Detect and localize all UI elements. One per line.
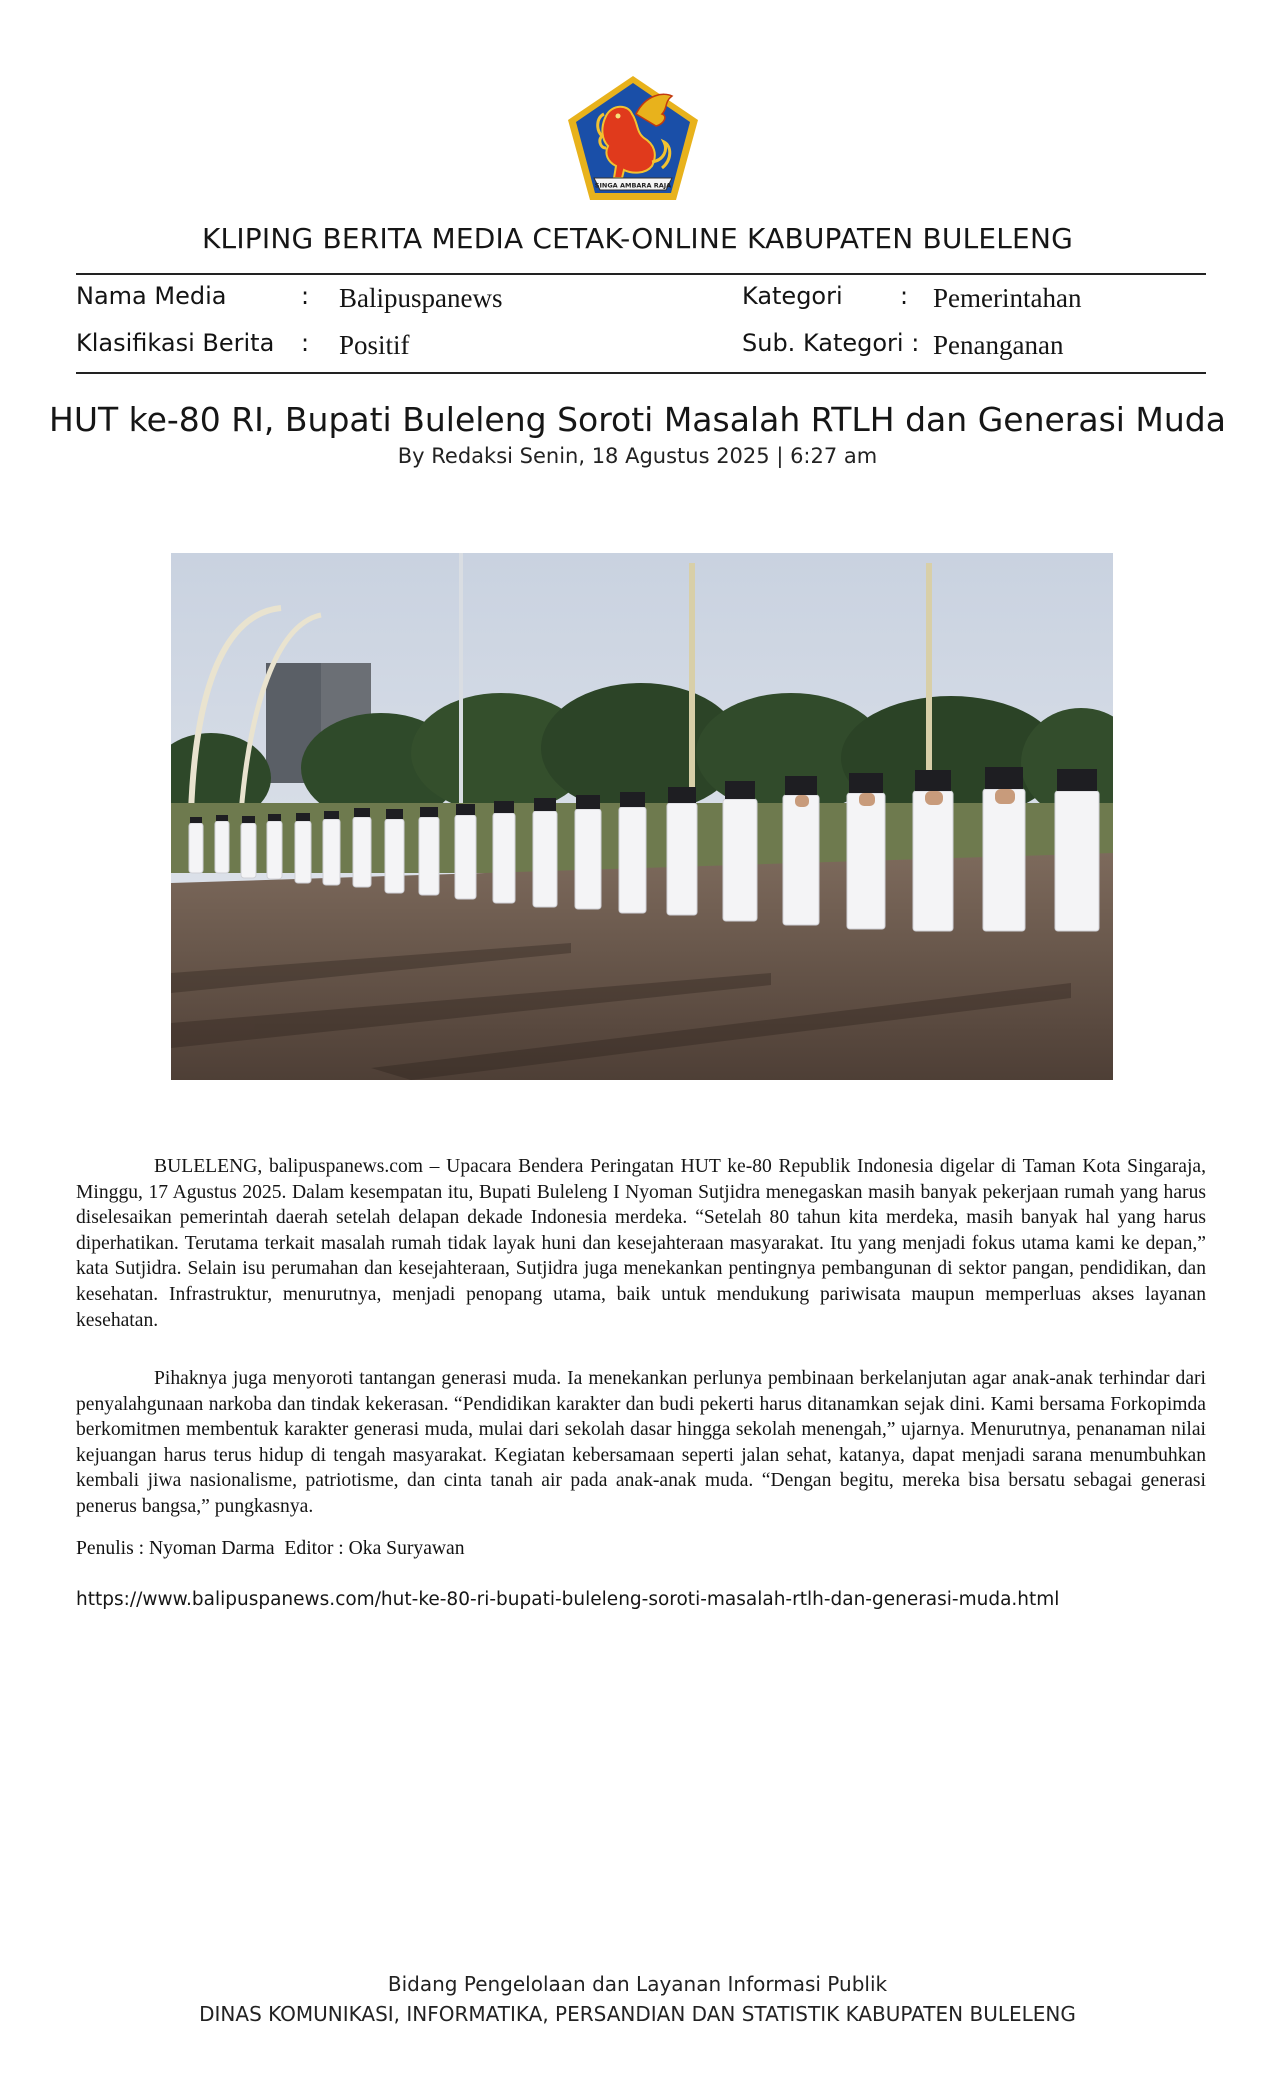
meta-colon: : (301, 282, 310, 310)
divider-bottom (76, 372, 1206, 374)
footer-department: Bidang Pengelolaan dan Layanan Informasi Publik (387, 1972, 888, 1996)
meta-label-nama-media: Nama Media (76, 282, 227, 310)
singa-ambara-raja-emblem-icon (566, 74, 700, 202)
article-byline: By Redaksi Senin, 18 Agustus 2025 | 6:27 am (397, 444, 878, 468)
meta-value-nama-media: Balipuspanews (339, 283, 503, 313)
meta-value-sub-kategori: Penanganan (933, 330, 1064, 360)
meta-colon: : (301, 329, 310, 357)
meta-label-klasifikasi: Klasifikasi Berita (76, 329, 275, 357)
meta-label-sub-kategori: Sub. Kategori : (742, 329, 920, 357)
article-credits: Penulis : Nyoman Darma Editor : Oka Suryawan (76, 1538, 465, 1559)
meta-colon: : (900, 282, 909, 310)
meta-value-klasifikasi: Positif (339, 330, 410, 360)
ceremony-photo (171, 553, 1113, 1080)
document-title: KLIPING BERITA MEDIA CETAK-ONLINE KABUPATEN BULELENG (201, 222, 1073, 255)
divider-top (76, 273, 1206, 275)
meta-label-kategori: Kategori (742, 282, 843, 310)
source-url-link[interactable]: https://www.balipuspanews.com/hut-ke-80-ri-bupati-buleleng-soroti-masalah-rtlh-dan-generasi-muda.html (76, 1589, 1060, 1610)
meta-value-kategori: Pemerintahan (933, 283, 1082, 313)
svg-text:SINGA AMBARA RAJA: SINGA AMBARA RAJA (594, 181, 672, 190)
article-paragraph: Pihaknya juga menyoroti tantangan generasi muda. Ia menekankan perlunya pembinaan berkelanjutan agar anak-anak terhindar dari penyalahgunaan narkoba dan tindak kekerasan. “Pendidikan karakter dan budi pekerti harus ditanamkan sejak dini. Kami bersama Forkopimda berkomitmen membentuk karakter generasi muda, mulai dari sekolah dasar hingga sekolah menengah,” ujarnya. Menurutnya, penanaman nilai kejuangan harus terus hidup di tengah masyarakat. Kegiatan kebersamaan seperti jalan sehat, katanya, dapat menjadi sarana menumbuhkan kembali jiwa nasionalisme, patriotisme, dan cinta tanah air pada anak-anak muda. “Dengan begitu, mereka bisa bersatu sebagai generasi penerus bangsa,” pungkasnya. (76, 1368, 1206, 1517)
article-headline: HUT ke-80 RI, Bupati Buleleng Soroti Masalah RTLH dan Generasi Muda (49, 400, 1226, 439)
article-paragraph: BULELENG, balipuspanews.com – Upacara Bendera Peringatan HUT ke-80 Republik Indonesia digelar di Taman Kota Singaraja, Minggu, 17 Agustus 2025. Dalam kesempatan itu, Bupati Buleleng I Nyoman Sutjidra menegaskan masih banyak pekerjaan rumah yang harus diselesaikan pemerintah daerah setelah delapan dekade Indonesia merdeka. “Setelah 80 tahun kita merdeka, masih banyak hal yang harus diperhatikan. Terutama terkait masalah rumah tidak layak huni dan kesejahteraan masyarakat. Itu yang menjadi fokus utama kami ke depan,” kata Sutjidra. Selain isu perumahan dan kesejahteraan, Sutjidra juga menekankan pentingnya pembangunan di sektor pangan, pendidikan, dan kesehatan. Infrastruktur, menurutnya, menjadi penopang utama, baik untuk mendukung pariwisata maupun memperluas akses layanan kesehatan. (76, 1156, 1206, 1331)
footer-agency: DINAS KOMUNIKASI, INFORMATIKA, PERSANDIAN DAN STATISTIK KABUPATEN BULELENG (199, 2002, 1076, 2026)
